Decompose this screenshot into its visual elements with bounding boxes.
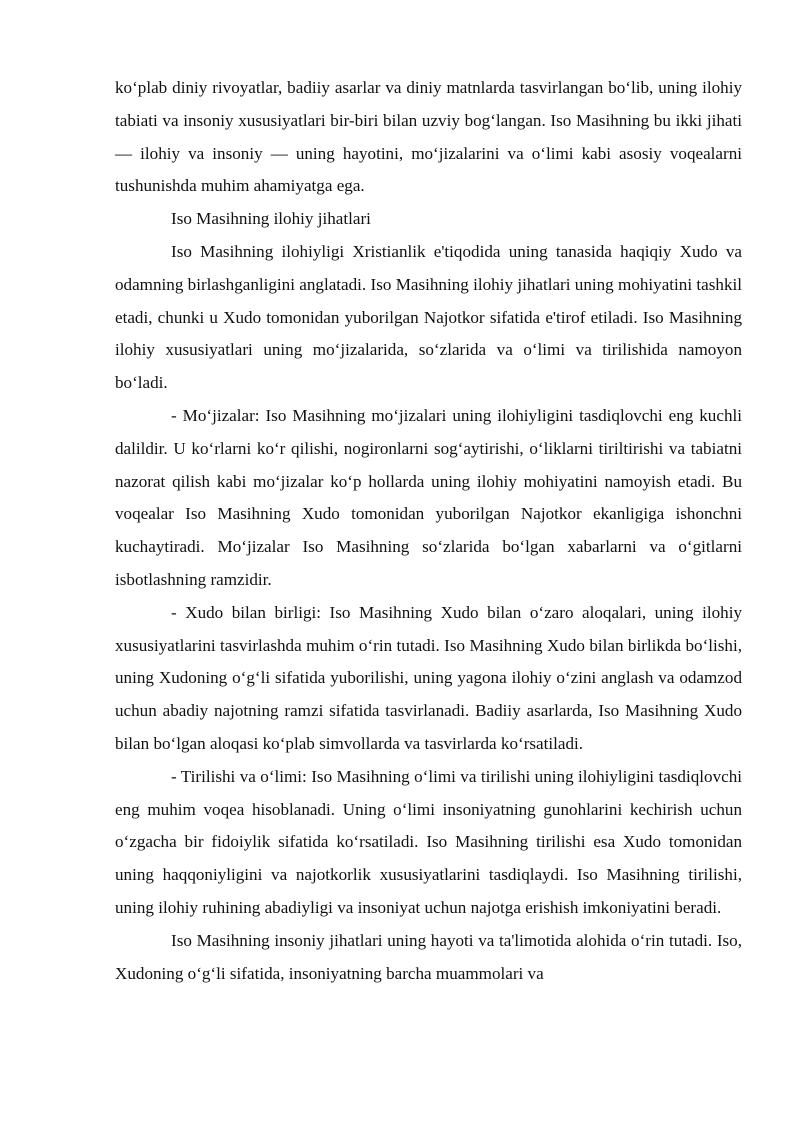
paragraph-unity-with-god: - Xudo bilan birligi: Iso Masihning Xudo bilan oʻzaro aloqalari, uning ilohiy xususiyatlarini tasvirlashda muhim oʻrin tutadi. Iso Masihning Xudo bilan birlikda boʻlishi, uning Xudoning oʻgʻli sifatida yuborilishi, uning yagona ilohiy oʻzini anglash va odamzod uchun abadiy najotning ramzi sifatida tasvirlanadi. Badiiy asarlarda, Iso Masihning Xudo bilan boʻlgan aloqasi koʻplab simvollarda va tasvirlarda koʻrsatiladi. (115, 602, 742, 753)
paragraph-divinity: Iso Masihning ilohiyligi Xristianlik e'tiqodida uning tanasida haqiqiy Xudo va odamning birlashganligini anglatadi. Iso Masihning ilohiy jihatlari uning mohiyatini tashkil etadi, chunki u Xudo tomonidan yuborilgan Najotkor sifatida e'tirof etiladi. Iso Masihning ilohiy xususiyatlari uning moʻjizalarida, soʻzlarida va oʻlimi va tirilishida namoyon boʻladi. (115, 241, 742, 393)
document-page (115, 72, 742, 990)
paragraph-human-aspects: Iso Masihning insoniy jihatlari uning hayoti va ta'limotida alohida oʻrin tutadi. Iso, Xudoning oʻgʻli sifatida, insoniyatning barcha muammolari va (115, 930, 742, 983)
paragraph-resurrection-and-death: - Tirilishi va oʻlimi: Iso Masihning oʻlimi va tirilishi uning ilohiyligini tasdiqlovchi eng muhim voqea hisoblanadi. Uning oʻlimi insoniyatning gunohlarini kechirish uchun oʻzgacha bir fidoiylik sifatida koʻrsatiladi. Iso Masihning tirilishi esa Xudo tomonidan uning haqqoniyligini va najotkorlik xususiyatlarini tasdiqlaydi. Iso Masihning tirilishi, uning ilohiy ruhining abadiyligi va insoniyat uchun najotga erishish imkoniyatini beradi. (115, 766, 742, 917)
paragraph-miracles: - Moʻjizalar: Iso Masihning moʻjizalari uning ilohiyligini tasdiqlovchi eng kuchli dalildir. U koʻrlarni koʻr qilishi, nogironlarni sogʻaytirishi, oʻliklarni tiriltirishi va tabiatni nazorat qilish kabi moʻjizalar koʻp hollarda uning ilohiy mohiyatini namoyish etadi. Bu voqealar Iso Masihning Xudo tomonidan yuborilgan Najotkor ekanligiga ishonchni kuchaytiradi. Moʻjizalar Iso Masihning soʻzlarida boʻlgan xabarlarni va oʻgitlarni isbotlashning ramzidir. (115, 405, 742, 589)
paragraph-intro-continued: koʻplab diniy rivoyatlar, badiiy asarlar va diniy matnlarda tasvirlangan boʻlib, uning ilohiy tabiati va insoniy xususiyatlari bir-biri bilan uzviy bogʻlangan. Iso Masihning bu ikki jihati — ilohiy va insoniy — uning hayotini, moʻjizalarini va oʻlimi kabi asosiy voqealarni tushunishda muhim ahamiyatga ega. (115, 78, 742, 196)
section-heading-divine-aspects: Iso Masihning ilohiy jihatlari (171, 209, 371, 229)
